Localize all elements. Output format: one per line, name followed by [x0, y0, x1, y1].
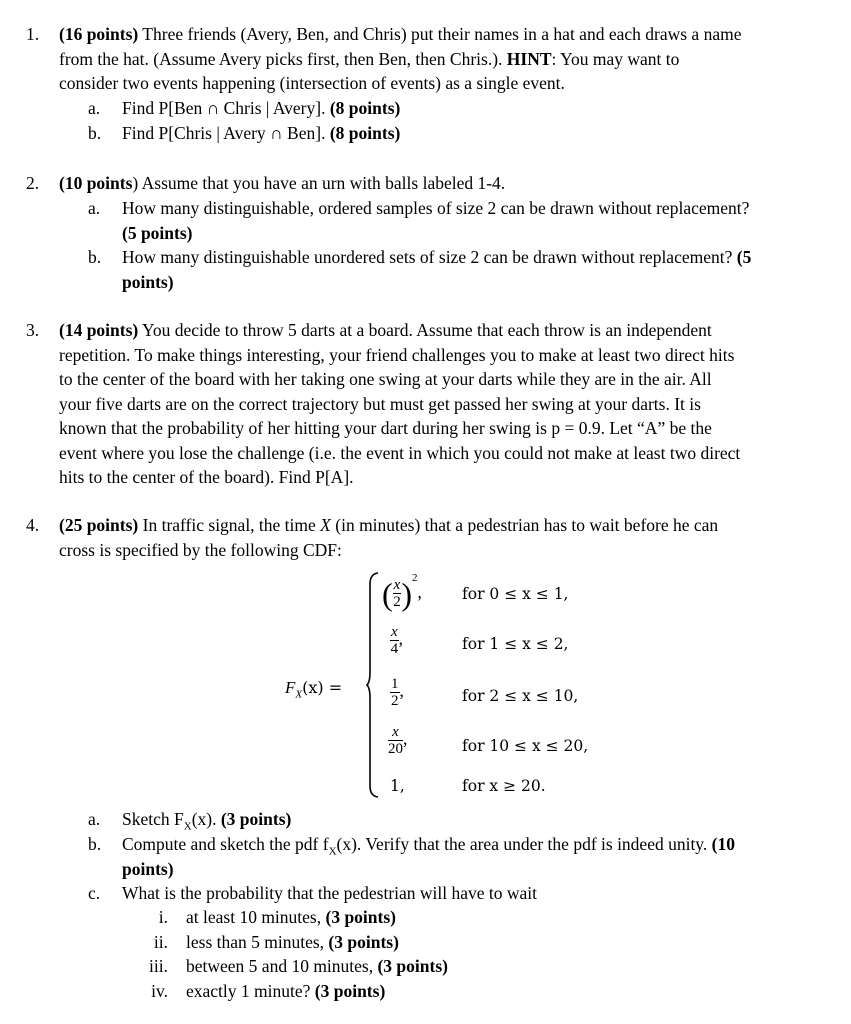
question-points: (25 points) — [59, 515, 139, 535]
cdf-case-5-cond: for x ≥ 20. — [462, 777, 546, 795]
cdf-case-3-expr: $\frac{1}{2}$ , — [391, 676, 404, 709]
cdf-case-2-cond: for 1 ≤ x ≤ 2, — [462, 635, 569, 653]
cdf-case-4-cond: for 10 ≤ x ≤ 20, — [462, 737, 589, 755]
cdf-equation — [0, 560, 851, 800]
question-points: (10 points — [59, 173, 133, 193]
question-points: (16 points) — [59, 24, 139, 44]
cdf-case-3-cond: for 2 ≤ x ≤ 10, — [462, 687, 579, 705]
document-page: 1. (16 points) Three friends (Avery, Ben, and Chris) put their names in a hat and each draws a name from the hat. (Assume Avery picks first, then Ben, then Chris.). HINT: You may want to consider two events happening (intersection of events) as a single event. a. Find P[Ben ∩ Chris | Avery]. (8 points) b. Find P[Chris | Avery ∩ Ben]. (8 points) 2. (10 points) Assume that you have an urn with balls labeled 1-4. a. How many distinguishable, ordered samples of size 2 can be drawn without replacement? (5 points) b. How many distinguishable unordered sets of size 2 can be drawn without replacement? (5 points) 3. (14 points) You decide to throw 5 darts at a board. Assume that each throw is an independent repetition. To make things interesting, your friend challenges you to make at least two direct hits to the center of the board with her taking one swing at your darts while they are in the air. All your five darts are on the correct trajectory but must get passed her swing at your darts. It is known that the probability of her hitting your dart during her swing is p = 0.9. Let “A” be the event where you lose the challenge (i.e. the event in which you could not make at least two direct hits to the center of the board). Find P[A]. 4. (25 points) In traffic signal, the time X (in minutes) that a pedestrian has to wait before he can cross is specified by the following CDF: $F_X(x)$ = ( $\frac{x}{2}$ )$^2$, for 0 ≤ x ≤ 1, $\frac{x}{4}$ , for 1 ≤ x ≤ 2, $\frac{1}{2}$ , for 2 ≤ x ≤ 10, $\frac{x}{20}$ , for 10 ≤ x ≤ 20, 1, for x ≥ 20. a. Sketch $F_X(x)$. (3 points) b. Compute and sketch the pdf $f_X(x)$. Verify that the area under the pdf is indeed unity. (10 points) c. What is the probability that the pedestrian will have to wait i. at least 10 minutes, (3 points) ii. less than 5 minutes, (3 points) iii. between 5 and 10 minutes, (3 points) iv. exactly 1 minute? (3 points) — [0, 0, 851, 1024]
cdf-case-1-expr: ( $\frac{x}{2}$ )$^2$, — [382, 572, 422, 612]
question-number: 2. — [26, 173, 40, 193]
cdf-case-5-expr: 1, — [390, 777, 405, 795]
question-text: (14 points) You decide to throw 5 darts at a board. Assume that each throw is an independent repetition. To make things interesting, your friend challenges you to make at least two direct hits to the center of the board with her taking one swing at your darts while they are in the air. All your five darts are on the correct trajectory but must get passed her swing at your darts. It is known that the probability of her hitting your dart during her swing is p = 0.9. Let “A” be the event where you lose the challenge (i.e. the event in which you could not make at least two direct hits to the center of the board). Find P[A]. — [59, 320, 741, 487]
question-number: 3. — [26, 320, 40, 340]
question-text: (10 points) Assume that you have an urn with balls labeled 1-4. — [59, 173, 506, 193]
question-points: (14 points) — [59, 320, 139, 340]
cdf-lhs: $F_X(x)$ = — [285, 678, 343, 701]
cdf-case-4-expr: $\frac{x}{20}$ , — [388, 724, 408, 757]
question-number: 4. — [26, 515, 40, 535]
question-text: (25 points) In traffic signal, the time X (in minutes) that a pedestrian has to wait before he can cross is specified by the following CDF: — [59, 515, 719, 560]
question-text: (16 points) Three friends (Avery, Ben, and Chris) put their names in a hat and each draws a name from the hat. (Assume Avery picks first, then Ben, then Chris.). HINT: You may want to consider two events happening (intersection of events) as a single event. — [59, 24, 742, 93]
hint-label: HINT — [506, 48, 552, 69]
question-number: 1. — [26, 24, 40, 44]
left-brace — [366, 572, 380, 798]
cdf-case-2-expr: $\frac{x}{4}$ , — [390, 624, 404, 657]
cdf-case-1-cond: for 0 ≤ x ≤ 1, — [462, 585, 569, 603]
